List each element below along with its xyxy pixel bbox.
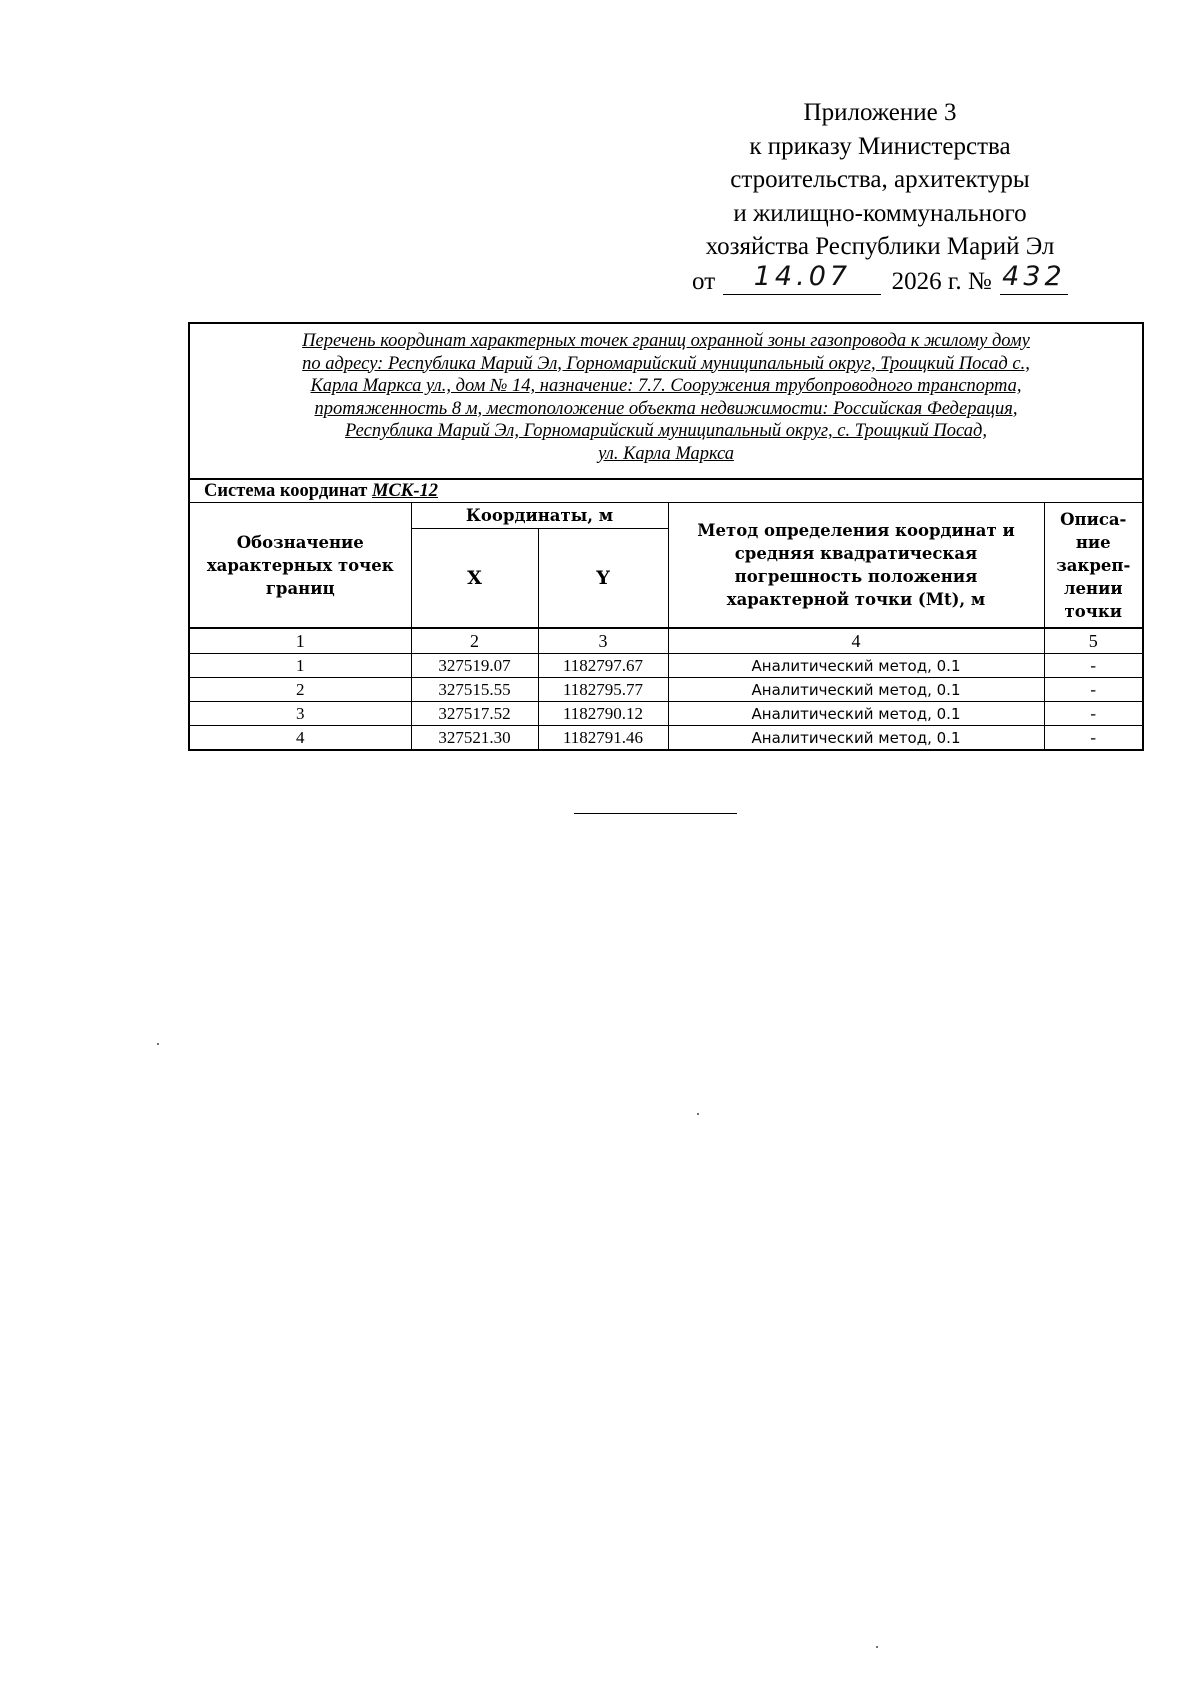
header-x: X xyxy=(411,529,538,629)
appendix-line: строительства, архитектуры xyxy=(730,166,1030,193)
table-row xyxy=(189,678,1143,702)
method-value: Аналитический метод, 0.1 xyxy=(668,726,1044,751)
table-row xyxy=(189,654,1143,678)
description-value: - xyxy=(1044,678,1143,702)
table-row xyxy=(189,726,1143,751)
appendix-line: и жилищно-коммунального xyxy=(733,199,1027,227)
appendix-header xyxy=(680,96,1080,298)
y-value: 1182791.46 xyxy=(538,726,668,751)
header-y: Y xyxy=(538,529,668,629)
table-title-line: Республика Марий Эл, Горномарийский муниципальный округ, с. Троицкий Посад, xyxy=(345,421,987,441)
coordinates-table xyxy=(188,322,1144,751)
coordinate-system-value: МСК-12 xyxy=(372,481,438,501)
description-value: - xyxy=(1044,702,1143,726)
description-value: - xyxy=(1044,654,1143,678)
point-id: 4 xyxy=(189,726,411,751)
y-value: 1182790.12 xyxy=(538,702,668,726)
date-prefix: от xyxy=(692,267,716,295)
x-value: 327515.55 xyxy=(411,678,538,702)
appendix-line: хозяйства Республики Марий Эл xyxy=(705,233,1055,260)
appendix-line: к приказу Министерства xyxy=(749,132,1011,160)
column-number: 4 xyxy=(668,628,1044,654)
column-number: 3 xyxy=(538,628,668,654)
handwritten-number-field xyxy=(1000,260,1068,295)
handwritten-date: 14.07 xyxy=(753,260,852,292)
y-value: 1182797.67 xyxy=(538,654,668,678)
column-number: 2 xyxy=(411,628,538,654)
header-description: Описа-ние закреп-лении точки xyxy=(1044,503,1143,629)
scan-speck xyxy=(697,1113,699,1115)
x-value: 327521.30 xyxy=(411,726,538,751)
handwritten-date-field xyxy=(723,260,881,295)
appendix-line: Приложение 3 xyxy=(803,99,957,126)
order-date-line xyxy=(680,260,1080,299)
x-value: 327517.52 xyxy=(411,702,538,726)
header-method: Метод определения координат и средняя квадратическая погрешность положения характерной точки (Mt), м xyxy=(668,503,1044,629)
point-id: 3 xyxy=(189,702,411,726)
table-title-line: Перечень координат характерных точек границ охранной зоны газопровода к жилому дому xyxy=(302,331,1030,351)
header-designation: Обозначение характерных точек границ xyxy=(189,503,411,629)
coordinate-system-row xyxy=(189,479,1143,503)
table-title xyxy=(189,323,1143,479)
method-value: Аналитический метод, 0.1 xyxy=(668,678,1044,702)
point-id: 2 xyxy=(189,678,411,702)
year-and-number-label: 2026 г. № xyxy=(891,267,992,295)
method-value: Аналитический метод, 0.1 xyxy=(668,702,1044,726)
method-value: Аналитический метод, 0.1 xyxy=(668,654,1044,678)
header-coordinates: Координаты, м xyxy=(411,503,668,529)
table-title-line: по адресу: Республика Марий Эл, Горномарийский муниципальный округ, Троицкий Посад с., xyxy=(302,353,1030,374)
handwritten-number: 432 xyxy=(1002,260,1066,292)
column-number: 5 xyxy=(1044,628,1143,654)
point-id: 1 xyxy=(189,654,411,678)
table-row xyxy=(189,702,1143,726)
table-title-line: ул. Карла Маркса xyxy=(598,443,734,464)
table-title-line: протяженность 8 м, местоположение объекта недвижимости: Российская Федерация, xyxy=(314,398,1018,419)
column-number: 1 xyxy=(189,628,411,654)
closing-rule xyxy=(574,813,737,814)
x-value: 327519.07 xyxy=(411,654,538,678)
column-number-row xyxy=(189,628,1143,654)
y-value: 1182795.77 xyxy=(538,678,668,702)
scan-speck xyxy=(876,1646,878,1648)
coordinate-system-label: Система координат xyxy=(204,481,368,501)
description-value: - xyxy=(1044,726,1143,751)
scan-speck xyxy=(157,1043,159,1045)
table-title-line: Карла Маркса ул., дом № 14, назначение: 7.7. Сооружения трубопроводного транспорта, xyxy=(310,376,1022,396)
